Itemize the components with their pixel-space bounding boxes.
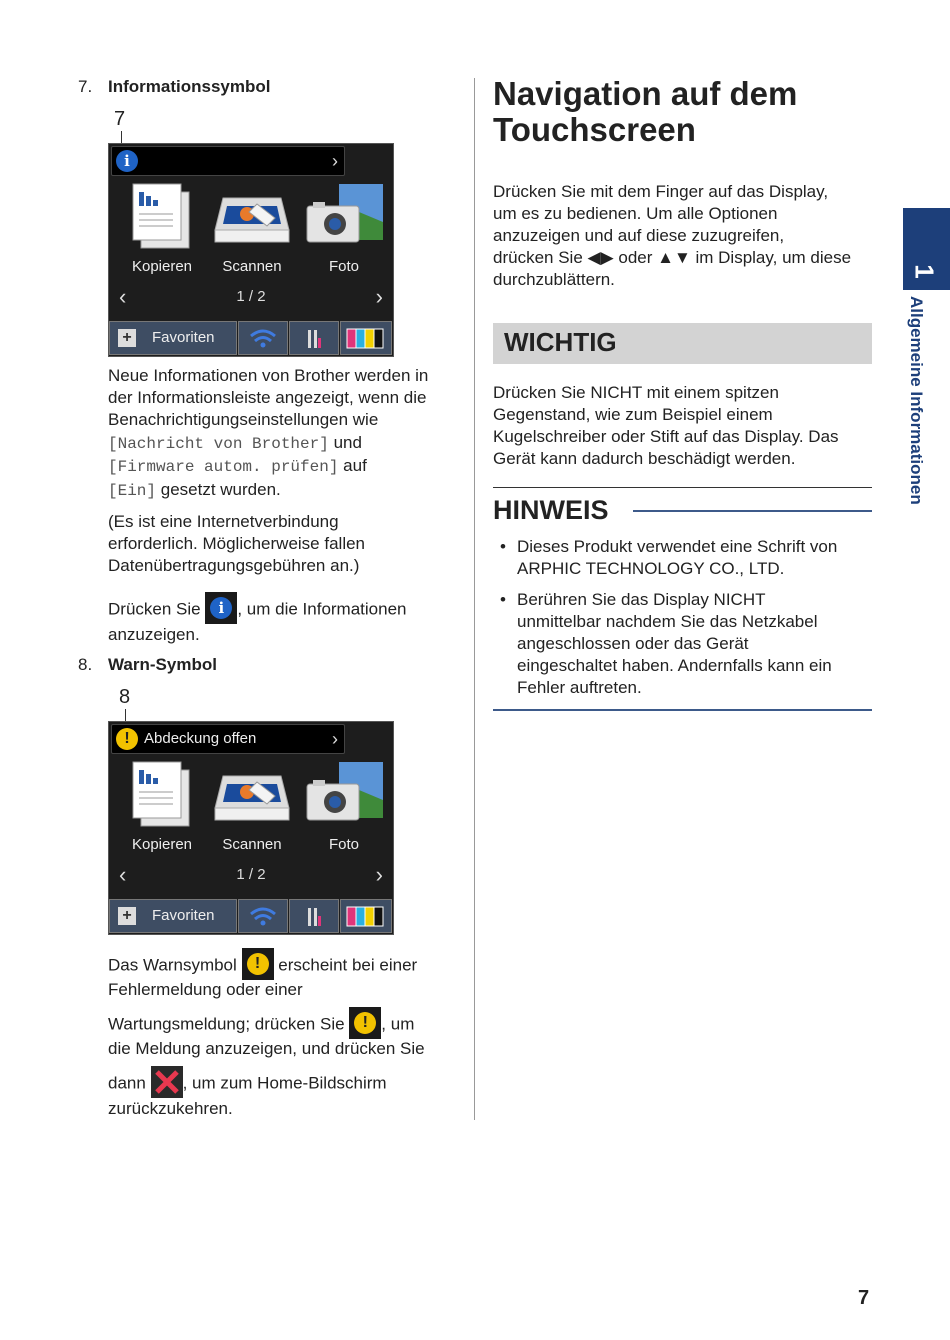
important-title: WICHTIG [504, 327, 617, 357]
intro-l5: durchzublättern. [493, 270, 615, 289]
copy-icon [117, 178, 207, 254]
para-7a-l4 [108, 432, 362, 455]
ink-icon [341, 322, 391, 354]
page-heading [493, 76, 797, 148]
note-title: HINWEIS [493, 495, 609, 525]
tile-copy [117, 178, 207, 278]
para-8-l5 [108, 1068, 387, 1100]
note-b1-l1: Dieses Produkt verwendet eine Schrift von [517, 537, 838, 556]
item-8-number: 8. [78, 655, 93, 674]
chapter-tab [903, 208, 950, 290]
text-wartung: Wartungsmeldung; drücken Sie [108, 1014, 345, 1034]
info-icon: i [116, 150, 138, 172]
text-auf: auf [338, 456, 367, 475]
tile-photo [299, 178, 389, 278]
tile-photo [299, 756, 389, 856]
tile-label-copy: Kopieren [131, 836, 193, 853]
page-number: 7 [858, 1287, 870, 1309]
text-und: und [328, 433, 362, 452]
copy-icon [117, 756, 207, 832]
para-7a-l5 [108, 455, 367, 478]
bullet-icon: • [500, 537, 506, 556]
photo-icon [299, 756, 389, 832]
info-button-icon: i [205, 592, 237, 624]
favorites-label: Favoriten [152, 329, 215, 346]
item-7-title: Informationssymbol [108, 77, 271, 96]
page-indicator: 1 / 2 [236, 288, 266, 305]
tile-scan [207, 756, 297, 856]
para-7a-l1: Neue Informationen von Brother werden in [108, 366, 429, 385]
text-gesetzt: gesetzt wurden. [156, 480, 281, 499]
heading-line-1: Navigation auf dem [493, 75, 798, 112]
ink-icon [341, 900, 391, 932]
chapter-number: 1 [909, 264, 940, 279]
para-7a-l6 [108, 479, 281, 502]
para-7b-l3: Datenübertragungsgebühren an.) [108, 556, 360, 575]
note-b2-l4: eingeschaltet haben. Andernfalls kann ein [517, 656, 832, 675]
close-icon [151, 1066, 183, 1098]
note-title-rule [633, 510, 872, 512]
important-box [493, 323, 872, 364]
wifi-button [238, 899, 288, 933]
note-top-rule [493, 487, 872, 488]
intro-l4: drücken Sie ◀▶ oder ▲▼ im Display, um diese [493, 248, 852, 267]
ink-button [340, 321, 392, 355]
tile-label-scan: Scannen [222, 258, 282, 275]
favorites-label: Favoriten [152, 907, 215, 924]
touchscreen-image-warning [108, 721, 394, 935]
wifi-icon [239, 322, 287, 354]
tools-icon [290, 322, 338, 354]
favorites-button [109, 899, 237, 933]
para-7c-l1 [108, 594, 407, 626]
note-b2-l1: Berühren Sie das Display NICHT [517, 590, 766, 609]
scan-icon [207, 178, 297, 254]
chapter-label: Allgemeine Informationen [907, 296, 926, 505]
important-l3: Kugelschreiber oder Stift auf das Display. Das [493, 427, 839, 446]
page-indicator: 1 / 2 [236, 866, 266, 883]
text-druecken: Drücken Sie [108, 599, 201, 619]
heading-line-2: Touchscreen [493, 111, 696, 148]
chevron-left-icon: ‹ [119, 862, 127, 887]
para-8-l4: die Meldung anzuzeigen, und drücken Sie [108, 1039, 425, 1058]
chevron-right-icon: › [332, 151, 338, 171]
para-8-l6: zurückzukehren. [108, 1099, 233, 1118]
text-um: , um [381, 1014, 415, 1034]
wifi-button [238, 321, 288, 355]
text-erscheint: erscheint bei einer [278, 955, 418, 975]
warning-button-icon: ! [242, 948, 274, 980]
chevron-right-icon: › [375, 862, 383, 887]
code-ein: [Ein] [108, 482, 157, 500]
note-b2-l2: unmittelbar nachdem Sie das Netzkabel [517, 612, 818, 631]
scan-icon [207, 756, 297, 832]
code-nachricht: [Nachricht von Brother] [108, 435, 329, 453]
note-b2-l5: Fehler auftreten. [517, 678, 642, 697]
bullet-icon: • [500, 590, 506, 609]
callout-8: 8 [119, 686, 131, 708]
note-b2-l3: angeschlossen oder das Gerät [517, 634, 749, 653]
tools-icon [290, 900, 338, 932]
chevron-left-icon: ‹ [119, 284, 127, 309]
plus-icon: + [118, 329, 136, 347]
intro-l2: um es zu bedienen. Um alle Optionen [493, 204, 778, 223]
important-l2: Gegenstand, wie zum Beispiel einem [493, 405, 773, 424]
photo-icon [299, 178, 389, 254]
intro-l3: anzuzeigen und auf diese zuzugreifen, [493, 226, 785, 245]
code-firmware: [Firmware autom. prüfen] [108, 458, 339, 476]
text-dann: dann [108, 1073, 146, 1093]
para-7b-l1: (Es ist eine Internetverbindung [108, 512, 339, 531]
para-8-l1 [108, 950, 417, 982]
favorites-button [109, 321, 237, 355]
tile-scan [207, 178, 297, 278]
para-7a-l3: Benachrichtigungseinstellungen wie [108, 410, 379, 429]
callout-7: 7 [114, 108, 126, 130]
ink-button [340, 899, 392, 933]
chevron-right-icon: › [375, 284, 383, 309]
important-l1: Drücken Sie NICHT mit einem spitzen [493, 383, 779, 402]
text-home: , um zum Home-Bildschirm [182, 1073, 387, 1093]
wifi-icon [239, 900, 287, 932]
warning-button-icon: ! [349, 1007, 381, 1039]
touchscreen-image-info [108, 143, 394, 357]
tools-button [289, 899, 339, 933]
warning-icon: ! [116, 728, 138, 750]
column-divider [474, 78, 475, 1120]
text-warnsymbol: Das Warnsymbol [108, 955, 237, 975]
important-l4: Gerät kann dadurch beschädigt werden. [493, 449, 796, 468]
para-7a-l2: der Informationsleiste angezeigt, wenn die [108, 388, 427, 407]
para-7c-l2: anzuzeigen. [108, 625, 200, 644]
tools-button [289, 321, 339, 355]
tile-label-photo: Foto [328, 258, 359, 275]
warning-bar-text: Abdeckung offen [144, 730, 257, 747]
tile-label-copy: Kopieren [131, 258, 193, 275]
info-bar [111, 146, 345, 176]
text-um-info: , um die Informationen [237, 599, 407, 619]
para-8-l3 [108, 1009, 414, 1041]
plus-icon: + [118, 907, 136, 925]
note-bottom-rule [493, 709, 872, 711]
item-8-title: Warn-Symbol [108, 655, 217, 674]
item-7-number: 7. [78, 77, 93, 96]
para-8-l2: Fehlermeldung oder einer [108, 980, 303, 999]
warning-bar [111, 724, 345, 754]
intro-l1: Drücken Sie mit dem Finger auf das Display, [493, 182, 829, 201]
tile-label-photo: Foto [328, 836, 359, 853]
tile-label-scan: Scannen [222, 836, 282, 853]
para-7b-l2: erforderlich. Möglicherweise fallen [108, 534, 366, 553]
chevron-right-icon: › [332, 729, 338, 749]
tile-copy [117, 756, 207, 856]
note-b1-l2: ARPHIC TECHNOLOGY CO., LTD. [517, 559, 785, 578]
